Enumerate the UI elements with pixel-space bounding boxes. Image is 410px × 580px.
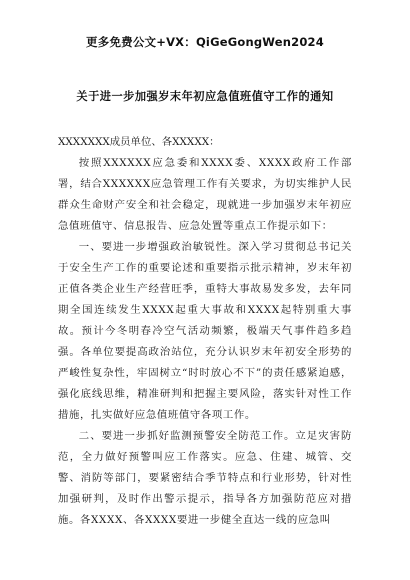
salutation: XXXXXXX成员单位、各XXXXX： [58,136,220,148]
promo-header: 更多免费公文+VX：QiGeGongWen2024 [86,35,324,49]
body-paragraph-section-2: 二、要进一步抓好监测预警安全防范工作。立足灾害防范，全力做好预警叫应工作落实。应急、住建、城管、交警、消防等部门，要紧密结合季节特点和行业形势，针对性加强研判，及时作出警示提示，指导各方加强防范应对措施。各XXXX、各XXXX要进一步健全直达一线的应急叫 [58,430,352,526]
body-paragraph-intro: 按照XXXXXX应急委和XXXX委、XXXX政府工作部署，结合XXXXXX应急管理工作有关要求，为切实维护人民群众生命财产安全和社会稳定，现就进一步加强岁末年初应急值班值守、信息报告、应急处置等重点工作提示如下： [58,157,352,232]
body-paragraph-section-1: 一、要进一步增强政治敏锐性。深入学习贯彻总书记关于安全生产工作的重要论述和重要指示批示精神，岁末年初正值各类企业生产经营旺季，重特大事故易发多发，去年同期全国连续发生XXXX起重大事故和XXXX起特别重大事故。预计今冬明春冷空气活动频繁，极端天气事件趋多趋强。各单位要提高政治站位，充分认识岁末年初安全形势的严峻性复杂性，牢固树立“时时放心不下”的责任感紧迫感，强化底线思维，精准研判和把握主要风险，落实针对性工作措施，扎实做好应急值班值守各项工作。 [58,241,352,421]
document-title: 关于进一步加强岁末年初应急值班值守工作的通知 [76,89,334,103]
